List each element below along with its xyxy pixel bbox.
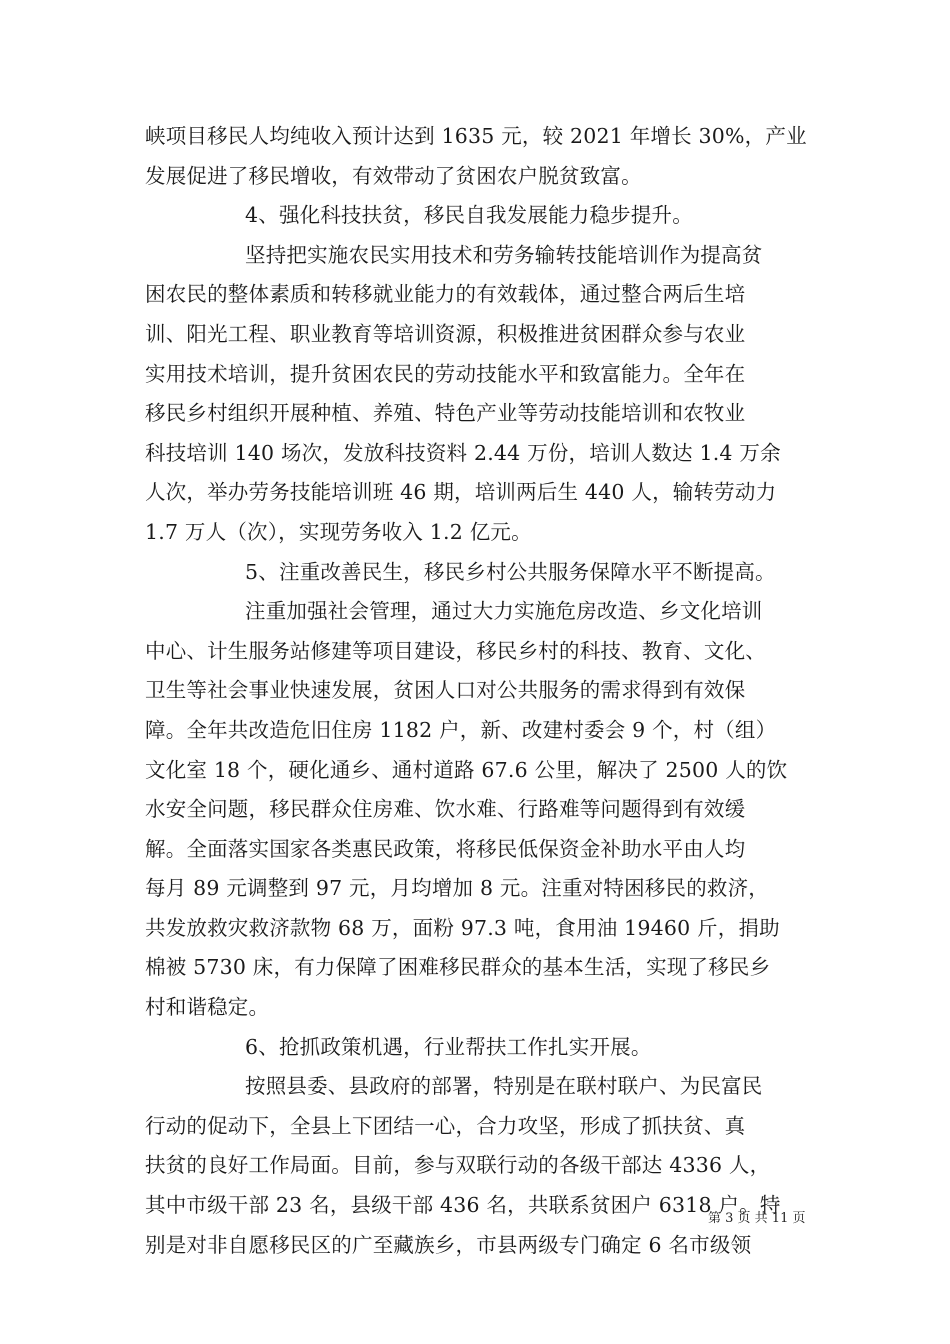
section-heading-4: 4、强化科技扶贫，移民自我发展能力稳步提升。 <box>245 203 693 228</box>
text-line: 峡项目移民人均纯收入预计达到 1635 元，较 2021 年增长 30%，产业 <box>145 124 807 148</box>
body-text <box>145 117 825 1265</box>
text-line: 棉被 5730 床，有力保障了困难移民群众的基本生活，实现了移民乡 <box>145 955 771 980</box>
text-line: 中心、计生服务站修建等项目建设，移民乡村的科技、教育、文化、 <box>145 638 766 663</box>
paragraph-start: 注重加强社会管理，通过大力实施危房改造、乡文化培训 <box>245 599 763 624</box>
paragraph-start: 按照县委、县政府的部署，特别是在联村联户、为民富民 <box>245 1074 763 1099</box>
section-heading-5: 5、注重改善民生，移民乡村公共服务保障水平不断提高。 <box>245 559 776 584</box>
text-line: 移民乡村组织开展种植、养殖、特色产业等劳动技能培训和农牧业 <box>145 401 746 426</box>
page-number: 第 3 页 共 11 页 <box>708 1211 806 1226</box>
text-line: 障。全年共改造危旧住房 1182 户，新、改建村委会 9 个，村（组） <box>145 717 777 742</box>
text-line: 1.7 万人（次），实现劳务收入 1.2 亿元。 <box>145 519 532 544</box>
text-line: 扶贫的良好工作局面。目前，参与双联行动的各级干部达 4336 人， <box>145 1153 771 1178</box>
text-line: 水安全问题，移民群众住房难、饮水难、行路难等问题得到有效缓 <box>145 797 746 822</box>
text-line: 别是对非自愿移民区的广至藏族乡，市县两级专门确定 6 名市级领 <box>145 1232 752 1257</box>
text-line: 卫生等社会事业快速发展，贫困人口对公共服务的需求得到有效保 <box>145 678 746 703</box>
text-line: 实用技术培训，提升贫困农民的劳动技能水平和致富能力。全年在 <box>145 361 746 386</box>
paragraph-start: 坚持把实施农民实用技术和劳务输转技能培训作为提高贫 <box>245 242 763 267</box>
text-line: 训、阳光工程、职业教育等培训资源，积极推进贫困群众参与农业 <box>145 321 746 346</box>
text-line: 解。全面落实国家各类惠民政策，将移民低保资金补助水平由人均 <box>145 836 746 861</box>
text-line: 困农民的整体素质和转移就业能力的有效载体，通过整合两后生培 <box>145 282 746 307</box>
text-line: 共发放救灾救济款物 68 万，面粉 97.3 吨，食用油 19460 斤，捐助 <box>145 915 780 940</box>
text-line: 其中市级干部 23 名，县级干部 436 名，共联系贫困户 6318 户。特 <box>145 1193 781 1218</box>
text-line: 发展促进了移民增收，有效带动了贫困农户脱贫致富。 <box>145 163 642 188</box>
section-heading-6: 6、抢抓政策机遇，行业帮扶工作扎实开展。 <box>245 1034 652 1059</box>
text-line: 行动的促动下，全县上下团结一心，合力攻坚，形成了抓扶贫、真 <box>145 1113 746 1138</box>
text-line: 文化室 18 个，硬化通乡、通村道路 67.6 公里，解决了 2500 人的饮 <box>145 757 788 782</box>
text-line: 每月 89 元调整到 97 元，月均增加 8 元。注重对特困移民的救济， <box>145 876 770 901</box>
text-line: 村和谐稳定。 <box>145 995 270 1020</box>
text-line: 人次，举办劳务技能培训班 46 期，培训两后生 440 人，输转劳动力 <box>145 480 777 505</box>
text-line: 科技培训 140 场次，发放科技资料 2.44 万份，培训人数达 1.4 万余 <box>145 440 781 465</box>
